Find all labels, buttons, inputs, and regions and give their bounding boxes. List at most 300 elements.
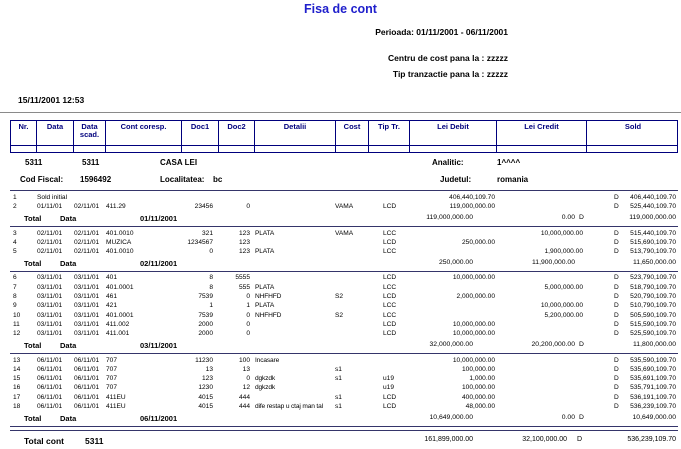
cell-cost [334, 383, 367, 392]
table-body-wrap [10, 193, 678, 449]
cell-doc2: 123 [238, 238, 250, 246]
cell-sold [585, 374, 678, 383]
column-header-3: Cont coresp. [105, 121, 181, 145]
cell-cost: VAMA [335, 203, 354, 211]
group-total-date: 03/11/2001 [140, 341, 178, 351]
cell-doc1: 7539 [198, 311, 213, 319]
cell-sold [585, 273, 678, 282]
cell-det: PLATA [255, 302, 275, 310]
cell-det: dife restap u ctaj man tal [255, 403, 323, 411]
cell-scad: 06/11/01 [74, 403, 100, 411]
cell-tip: LCD [383, 238, 397, 246]
cell-debit: 119,000,000.00 [449, 203, 495, 211]
sold-value: 520,790,109.70 [630, 293, 676, 301]
group-total-debit: 32,000,000.00 [429, 341, 473, 349]
cell-tip: LCD [383, 403, 397, 411]
cell-sold [585, 229, 678, 238]
cell-data: 03/11/01 [37, 311, 63, 319]
cell-debit [408, 229, 495, 238]
cell-sold [585, 292, 678, 301]
cell-cost: s1 [335, 375, 342, 383]
group-total-row [10, 256, 678, 269]
cell-doc2: 444 [238, 393, 250, 401]
cell-tip: LCD [383, 293, 397, 301]
cell-sold [585, 311, 678, 320]
cell-nr: 11 [13, 320, 20, 328]
cell-doc2: 444 [238, 403, 250, 411]
cell-nr: 17 [13, 393, 21, 401]
cell-tip: LCD [383, 203, 397, 211]
account-number: 5311 [25, 158, 43, 167]
sold-indicator: D [614, 293, 619, 301]
localitatea-value: bc [213, 175, 223, 184]
group-total-date: 01/11/2001 [140, 214, 178, 224]
cell-cont: 707 [106, 365, 118, 373]
table-row [10, 238, 678, 247]
cell-tip: u19 [383, 375, 395, 383]
table-row [10, 311, 678, 320]
subrow-cell-4 [181, 146, 218, 152]
cell-doc2: 12 [242, 384, 250, 392]
cell-credit: 10,000,000.00 [540, 229, 583, 237]
cell-cont: 401.0010 [106, 248, 134, 256]
timestamp-text: 15/11/2001 12:53 [18, 95, 85, 105]
sold-indicator: D [614, 238, 619, 246]
cell-cost [334, 238, 367, 247]
cell-credit [495, 365, 585, 374]
cell-data: 06/11/01 [37, 375, 63, 383]
cell-debit: 10,000,000.00 [452, 274, 495, 282]
column-header-11: Sold [586, 121, 679, 145]
table-row [10, 383, 678, 392]
cell-credit: 5,000,000.00 [544, 283, 583, 291]
period-text: Perioada: 01/11/2001 - 06/11/2001 [375, 27, 508, 37]
cell-sold [585, 329, 678, 338]
cell-cont: 707 [106, 375, 118, 383]
column-header-2: Data scad. [73, 121, 105, 145]
cell-cont: MUZICA [106, 238, 132, 246]
cell-debit [408, 247, 495, 256]
cell-cont: 411EU [106, 403, 126, 411]
cell-doc2 [217, 193, 253, 202]
cell-doc1: 2000 [198, 320, 213, 328]
table-row [10, 329, 678, 338]
grand-total-debit: 161,899,000.00 [424, 436, 473, 444]
cell-tip: LCC [383, 248, 397, 256]
cell-tip: LCC [383, 283, 397, 291]
cell-doc1: 23456 [194, 203, 213, 211]
grand-total-row [10, 431, 678, 449]
group-total-sold: 119,000,000.00 [629, 214, 676, 222]
cell-det: dgkzdk [255, 384, 275, 392]
cell-det [253, 329, 334, 338]
cell-doc1: 8 [209, 274, 213, 282]
cell-debit [408, 311, 495, 320]
cell-doc2: 0 [246, 203, 250, 211]
cell-det [253, 238, 334, 247]
cell-nr: 13 [13, 356, 21, 364]
analitic-label: Analitic: [432, 158, 464, 167]
group-total-credit: 0.00 [561, 413, 575, 421]
cell-credit [495, 292, 585, 301]
sold-value: 505,590,109.70 [630, 311, 676, 319]
group-total-credit-indicator: D [579, 341, 584, 349]
group-total-debit: 119,000,000.00 [426, 214, 473, 222]
cell-data: 02/11/01 [37, 229, 63, 237]
sold-value: 535,691,109.70 [630, 375, 676, 383]
cell-data: 06/11/01 [37, 384, 63, 392]
cell-doc1: 4015 [198, 403, 213, 411]
cell-tip [367, 193, 408, 202]
cell-nr: 9 [13, 302, 17, 310]
cell-cont: 401.0001 [106, 311, 134, 319]
cell-doc1: 123 [201, 375, 213, 383]
cell-debit: 10,000,000.00 [452, 330, 495, 338]
cell-doc1: 11230 [195, 356, 213, 364]
cell-cont: 401 [106, 274, 118, 282]
sold-indicator: D [614, 203, 619, 211]
table-row [10, 273, 678, 282]
table-row [10, 301, 678, 310]
cell-scad: 02/11/01 [74, 229, 100, 237]
cod-fiscal-label: Cod Fiscal: [20, 175, 64, 184]
sold-indicator: D [614, 302, 619, 310]
cell-sold [585, 202, 678, 211]
group-total-label: Total [24, 258, 42, 268]
table-row [10, 356, 678, 365]
sold-value: 515,440,109.70 [630, 229, 676, 237]
subrow-cell-9 [409, 146, 496, 152]
cell-nr: 12 [13, 330, 21, 338]
cell-cost [334, 329, 367, 338]
cell-cont: 411.001 [106, 330, 130, 338]
cell-cont: 411EU [106, 393, 126, 401]
cell-debit: 1,000.00 [469, 375, 495, 383]
cell-nr: 4 [13, 238, 17, 246]
cell-credit [495, 393, 585, 402]
sold-indicator: D [614, 384, 619, 392]
group-total-date: 02/11/2001 [140, 258, 178, 268]
group-total-debit: 10,649,000.00 [429, 413, 473, 421]
grand-total-account: 5311 [85, 436, 104, 447]
cell-cont [104, 193, 180, 202]
cell-doc1: 1 [209, 302, 213, 310]
cell-doc2: 0 [246, 293, 250, 301]
cell-credit: 1,900,000.00 [544, 248, 583, 256]
cell-det: PLATA [255, 248, 275, 256]
group-total-sold: 11,800,000.00 [633, 341, 676, 349]
cell-tip [367, 365, 408, 374]
cell-data: 03/11/01 [37, 283, 63, 291]
table-row [10, 393, 678, 402]
group-total-row [10, 339, 678, 352]
cell-cost: S2 [335, 311, 344, 319]
sold-indicator: D [614, 320, 619, 328]
cell-cost: S2 [335, 293, 344, 301]
group-total-date: 06/11/2001 [140, 413, 178, 423]
cell-debit: 400,000.00 [461, 393, 495, 401]
cell-doc2: 5555 [235, 274, 250, 282]
cell-nr: 10 [13, 311, 21, 319]
cell-cost [334, 320, 367, 329]
account-name: CASA LEI [160, 158, 198, 167]
cell-det: NHFHFD [255, 293, 282, 301]
cell-credit: 5,200,000.00 [544, 311, 583, 319]
table-row [10, 202, 678, 211]
cell-cost [334, 283, 367, 292]
cell-nr: 1 [13, 194, 17, 201]
table-row [10, 402, 678, 411]
cell-sold [585, 393, 678, 402]
group-total-credit-indicator: D [579, 413, 584, 421]
cell-doc2: 13 [242, 365, 250, 373]
cell-data: 03/11/01 [37, 274, 63, 282]
sold-value: 525,440,109.70 [630, 203, 676, 211]
group-divider [10, 353, 678, 354]
transaction-type-text: Tip tranzactie pana la : zzzzz [392, 69, 508, 79]
sold-indicator: D [614, 248, 619, 256]
group-total-sold: 10,649,000.00 [632, 413, 676, 421]
cell-sold [585, 320, 678, 329]
group-total-label: Total [24, 413, 42, 423]
cell-sold [585, 356, 678, 365]
account-divider [10, 190, 678, 191]
cell-det [253, 393, 334, 402]
group-total-sold: 11,650,000.00 [633, 258, 676, 266]
localitatea-label: Localitatea: [160, 175, 205, 184]
sold-indicator: D [614, 194, 619, 201]
grand-total-label: Total cont [24, 436, 64, 447]
column-header-4: Doc1 [181, 121, 218, 145]
cell-scad: 02/11/01 [74, 203, 100, 211]
cell-credit [495, 383, 585, 392]
cell-doc2: 0 [246, 320, 250, 328]
cell-tip: LCC [383, 311, 397, 319]
cell-debit: 10,000,000.00 [452, 320, 495, 328]
cell-doc1: 321 [201, 229, 213, 237]
cell-debit: 100,000.00 [461, 365, 495, 373]
cell-doc1: 1230 [198, 384, 213, 392]
cell-sold [585, 383, 678, 392]
cell-tip: LCD [383, 320, 397, 328]
cell-cont: 421 [106, 302, 118, 310]
cell-det: PLATA [255, 283, 275, 291]
cell-doc1: 7539 [198, 293, 213, 301]
table-row [10, 292, 678, 301]
subrow-cell-1 [36, 146, 73, 152]
cell-data: 06/11/01 [37, 356, 63, 364]
cell-credit [495, 320, 585, 329]
group-total-credit: 20,200,000.00 [531, 341, 575, 349]
sold-value: 513,790,109.70 [630, 248, 676, 256]
cell-scad: 06/11/01 [74, 365, 100, 373]
table-row [10, 283, 678, 292]
column-header-9: Lei Debit [409, 121, 496, 145]
cell-credit [495, 193, 585, 202]
cell-nr: 16 [13, 384, 21, 392]
sold-value: 536,239,109.70 [630, 403, 676, 411]
cell-doc1: 2000 [198, 330, 213, 338]
cell-debit: 406,440,109.70 [449, 194, 495, 201]
cell-doc2: 1 [246, 302, 250, 310]
cell-doc2: 0 [246, 375, 250, 383]
cell-sold [585, 301, 678, 310]
cell-doc1: 1234567 [187, 238, 213, 246]
subrow-cell-6 [254, 146, 335, 152]
sold-value: 525,590,109.70 [630, 330, 676, 338]
cell-credit [495, 374, 585, 383]
cell-debit: 250,000.00 [461, 238, 495, 246]
sold-indicator: D [614, 283, 619, 291]
cell-data: 06/11/01 [37, 393, 63, 401]
sold-indicator: D [614, 356, 619, 364]
cell-tip: u19 [383, 384, 395, 392]
cell-credit [495, 356, 585, 365]
sold-indicator: D [614, 229, 619, 237]
cell-tip: LCD [383, 330, 397, 338]
cell-det: Incasare [255, 356, 280, 364]
cell-cont: 401.0010 [106, 229, 134, 237]
column-header-1: Data [36, 121, 73, 145]
cell-nr: 14 [13, 365, 21, 373]
top-divider [0, 112, 681, 113]
column-header-8: Tip Tr. [368, 121, 409, 145]
group-total-label: Total [24, 214, 42, 224]
group-total-row [10, 212, 678, 225]
cell-scad: 06/11/01 [74, 384, 100, 392]
cost-center-text: Centru de cost pana la : zzzzz [388, 53, 508, 63]
cell-credit [495, 202, 585, 211]
cell-debit: 2,000,000.00 [456, 293, 495, 301]
cell-data: 02/11/01 [37, 238, 63, 246]
cell-cont: 707 [106, 356, 118, 364]
cell-cost: VAMA [335, 229, 354, 237]
cell-nr: 3 [13, 229, 17, 237]
report-title: Fisa de cont [304, 2, 377, 16]
group-divider [10, 271, 678, 272]
cell-cont: 707 [106, 384, 118, 392]
cell-det [253, 365, 334, 374]
sold-value: 518,790,109.70 [630, 283, 676, 291]
sold-indicator: D [614, 393, 619, 401]
cell-data: 06/11/01 [37, 365, 63, 373]
sold-indicator: D [614, 330, 619, 338]
sold-value: 535,590,109.70 [630, 356, 676, 364]
cell-cont: 411.29 [106, 203, 126, 211]
grand-total-sold: 536,239,109.70 [627, 436, 676, 444]
cell-det [253, 320, 334, 329]
cell-cost [334, 247, 367, 256]
cell-data: 01/11/01 [37, 203, 63, 211]
cell-sold [585, 193, 678, 202]
grand-total-credit-indicator: D [577, 436, 583, 444]
cell-cost [334, 301, 367, 310]
group-total-row [10, 411, 678, 424]
table-row [10, 320, 678, 329]
cell-debit [408, 283, 495, 292]
column-header-7: Cost [335, 121, 368, 145]
subrow-cell-8 [368, 146, 409, 152]
cell-credit [495, 402, 585, 411]
cell-data: 03/11/01 [37, 320, 63, 328]
sold-value: 510,790,109.70 [630, 302, 676, 310]
cell-scad: 03/11/01 [74, 311, 100, 319]
cell-det [253, 193, 334, 202]
cell-sold [585, 365, 678, 374]
cell-sold [585, 283, 678, 292]
group-total-label-2: Data [60, 214, 77, 224]
analitic-value: 1^^^^ [497, 158, 521, 167]
subrow-cell-7 [335, 146, 368, 152]
cell-scad: 06/11/01 [74, 375, 100, 383]
column-header-0: Nr. [18, 122, 29, 131]
cell-scad: 03/11/01 [74, 320, 100, 328]
cell-det [253, 273, 334, 282]
cell-data: Sold initial [37, 194, 68, 201]
cell-doc2: 100 [238, 356, 250, 364]
subrow-cell-10 [496, 146, 586, 152]
cell-data: 03/11/01 [37, 330, 63, 338]
cell-debit: 100,000.00 [461, 384, 495, 392]
cell-doc1: 0 [209, 248, 213, 256]
column-header-5: Doc2 [218, 121, 254, 145]
cell-doc2: 123 [238, 248, 250, 256]
sold-indicator: D [614, 311, 619, 319]
sold-value: 536,191,109.70 [630, 393, 676, 401]
sold-value: 515,590,109.70 [630, 320, 676, 328]
cell-cost [334, 193, 367, 202]
column-header-6: Detalii [254, 121, 335, 145]
cell-cost: s1 [335, 365, 342, 373]
cell-scad: 03/11/01 [74, 330, 100, 338]
cell-data: 03/11/01 [37, 293, 63, 301]
cell-nr: 6 [13, 274, 17, 282]
group-total-label-2: Data [60, 413, 77, 423]
sold-indicator: D [614, 403, 619, 411]
subrow-cell-11 [586, 146, 679, 152]
cell-scad: 03/11/01 [74, 293, 100, 301]
cell-scad: 06/11/01 [74, 393, 100, 401]
account-number-2: 5311 [82, 158, 100, 167]
table-row [10, 229, 678, 238]
cell-credit [495, 238, 585, 247]
cell-nr: 2 [13, 203, 17, 211]
grand-total-credit: 32,100,000.00 [522, 436, 567, 444]
cell-credit [495, 329, 585, 338]
group-total-credit-indicator: D [579, 214, 584, 222]
cell-tip: LCD [383, 393, 397, 401]
group-total-label-2: Data [60, 258, 77, 268]
subrow-cell-0 [11, 146, 36, 152]
cell-scad: 03/11/01 [74, 302, 100, 310]
cell-debit: 48,000.00 [465, 403, 495, 411]
cell-tip: LCC [383, 302, 397, 310]
cell-doc1 [180, 193, 217, 202]
cell-det: NHFHFD [255, 311, 282, 319]
cell-sold [585, 238, 678, 247]
cell-scad: 03/11/01 [74, 283, 100, 291]
group-total-debit: 250,000.00 [438, 258, 473, 266]
cell-nr: 5 [13, 248, 17, 256]
cell-data: 03/11/01 [37, 302, 63, 310]
cell-cost: s1 [335, 403, 342, 411]
cell-scad [72, 193, 104, 202]
cell-nr: 18 [13, 403, 21, 411]
cell-cost [334, 356, 367, 365]
table-row [10, 247, 678, 256]
cell-det [253, 202, 334, 211]
sold-value: 515,690,109.70 [630, 238, 676, 246]
